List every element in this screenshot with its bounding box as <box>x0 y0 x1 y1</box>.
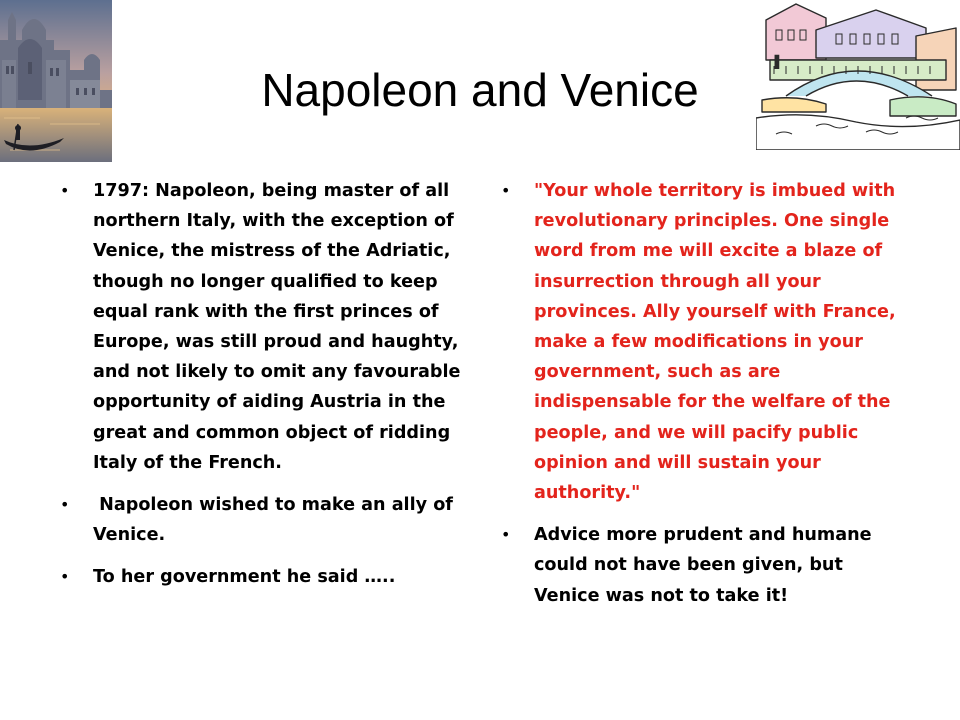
napoleon-quote-text: "Your whole territory is imbued with revolutionary principles. One single word from me will excite a blaze of insurrection through all your provinces. Ally yourself with France, make a few modifications in your government, such as are indispensable for the welfare of the people, and we will pacify public opinion and will sustain your authority." <box>534 181 896 504</box>
venice-dusk-clipart <box>0 0 112 162</box>
bullet-glyph: • <box>60 567 70 587</box>
bullet-item <box>60 176 480 478</box>
right-column <box>501 176 913 623</box>
bullet-glyph: • <box>501 181 511 200</box>
bullet-text: Napoleon wished to make an ally of Venice. <box>93 495 460 546</box>
bullet-glyph: • <box>60 495 70 515</box>
bullet-item <box>60 562 480 592</box>
bullet-text: To her government he said ….. <box>93 567 396 588</box>
left-column <box>60 176 480 605</box>
bullet-item <box>60 490 480 550</box>
bullet-text: Advice more prudent and humane could not have been given, but Venice was not to take it! <box>534 525 872 606</box>
bullet-text: 1797: Napoleon, being master of all northern Italy, with the exception of Venice, the mistress of the Adriatic, though no longer qualified to keep equal rank with the first princes of Europe, was still proud and haughty, and not likely to omit any favourable opportunity of aiding Austria in the great and common object of ridding Italy of the French. <box>93 181 461 473</box>
bullet-glyph: • <box>501 525 511 545</box>
quote-bullet <box>501 176 913 508</box>
bullet-glyph: • <box>60 181 70 200</box>
bullet-item <box>501 520 913 611</box>
slide-title: Napoleon and Venice <box>261 64 699 116</box>
svg-text:▐: ▐ <box>770 55 780 69</box>
